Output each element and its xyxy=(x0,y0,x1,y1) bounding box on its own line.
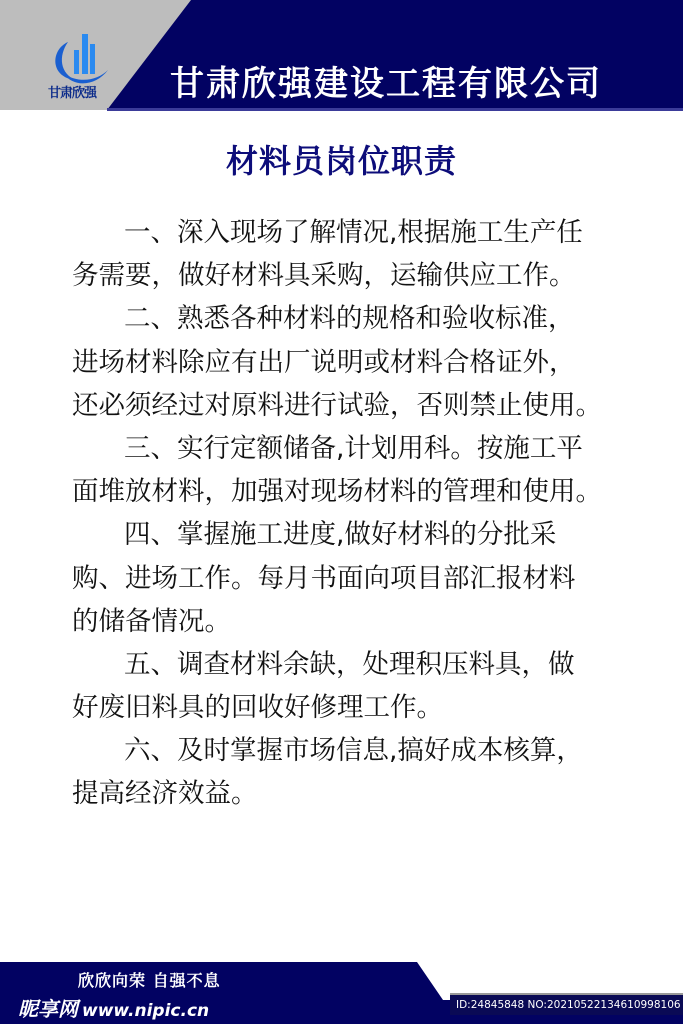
duty-line: 五、调查材料余缺，处理积压料具，做 xyxy=(124,648,575,680)
duty-line: 一、深入现场了解情况,根据施工生产任 xyxy=(124,217,583,248)
duty-line: 三、实行定额储备,计划用科。按施工平 xyxy=(124,432,583,464)
duty-line: 还必须经过对原料进行试验，否则禁止使用。 xyxy=(72,389,602,421)
duty-line: 进场材料除应有出厂说明或材料合格证外， xyxy=(72,346,576,378)
duty-paragraph xyxy=(72,729,632,815)
duty-line: 四、掌握施工进度,做好材料的分批采 xyxy=(124,519,557,551)
duty-line: 面堆放材料，加强对现场材料的管理和使用。 xyxy=(72,476,602,508)
logo-text: 甘肃欣强 xyxy=(48,86,97,101)
duty-line: 提高经济效益。 xyxy=(72,778,258,810)
duty-line: 务需要，做好材料具采购，运输供应工作。 xyxy=(72,260,576,292)
duty-paragraph xyxy=(72,427,632,513)
watermark-url: www.nipic.cn xyxy=(82,1001,210,1021)
duty-line: 六、及时掌握市场信息,搞好成本核算， xyxy=(124,735,583,767)
footer-slogan: 欣欣向荣 自强不息 xyxy=(78,971,221,990)
duty-paragraph xyxy=(72,297,632,427)
duty-list xyxy=(72,211,632,816)
duty-paragraph xyxy=(72,643,632,729)
duty-paragraph xyxy=(72,211,632,297)
company-name: 甘肃欣强建设工程有限公司 xyxy=(170,64,602,104)
duty-paragraph xyxy=(72,513,632,643)
duty-line: 购、进场工作。每月书面向项目部汇报材料 xyxy=(72,562,576,594)
duty-line: 好废旧料具的回收好修理工作。 xyxy=(72,692,443,724)
duty-line: 二、熟悉各种材料的规格和验收标准， xyxy=(124,303,575,335)
header-divider xyxy=(107,108,683,111)
watermark xyxy=(18,993,209,1022)
image-id: ID:24845848 NO:20210522134610998106 xyxy=(450,993,683,1015)
duty-line: 的储备情况。 xyxy=(72,605,231,637)
page-title: 材料员岗位职责 xyxy=(225,142,457,180)
watermark-name: 昵享网 xyxy=(18,997,78,1021)
